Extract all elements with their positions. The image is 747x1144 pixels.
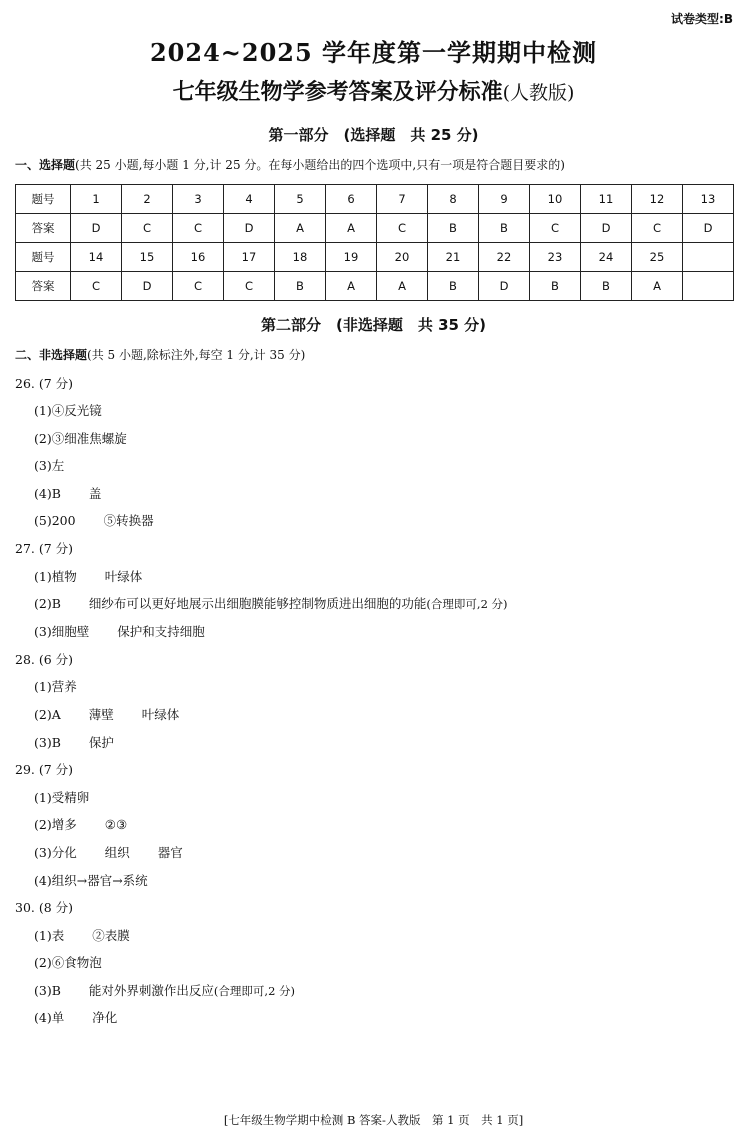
answer-cell: D xyxy=(122,272,173,301)
answer-text: ②表膜 xyxy=(92,928,130,943)
answer-text: 单 xyxy=(51,1010,65,1025)
answer-text: 组织→器官→系统 xyxy=(51,873,148,888)
row-label: 题号 xyxy=(16,185,71,214)
question-number-cell: 1 xyxy=(71,185,122,214)
row-label: 题号 xyxy=(16,243,71,272)
part1-section-title: 一、选择题 xyxy=(15,158,76,172)
answer-text: ④反光镜 xyxy=(51,403,102,418)
answer-text: 保护 xyxy=(88,735,114,750)
answer-text: 植物 xyxy=(51,569,77,584)
question-number-cell xyxy=(683,243,734,272)
document-title: 2024~2025 学年度第一学期期中检测 xyxy=(149,38,598,67)
question-number-cell: 7 xyxy=(377,185,428,214)
answer-text: 200 xyxy=(51,513,76,528)
item-label: (2) xyxy=(34,707,52,722)
question-number-cell: 9 xyxy=(479,185,530,214)
answer-cell: C xyxy=(122,214,173,243)
table-row xyxy=(16,214,734,243)
answer-line xyxy=(34,567,142,585)
answer-cell: C xyxy=(173,214,224,243)
question-number-cell: 23 xyxy=(530,243,581,272)
scoring-note: (合理即可,2 分) xyxy=(213,984,296,998)
answer-cell: A xyxy=(326,272,377,301)
answer-cell: B xyxy=(530,272,581,301)
answer-line xyxy=(34,815,127,833)
answer-text: 营养 xyxy=(51,679,77,694)
part1-heading: 第一部分 (选择题 共 25 分) xyxy=(268,126,479,144)
answer-text: B xyxy=(51,596,61,611)
answer-line xyxy=(34,401,102,419)
question-30-header: 30. (8 分) xyxy=(15,900,74,915)
answer-line xyxy=(34,926,130,944)
answer-cell: C xyxy=(632,214,683,243)
answer-cell: A xyxy=(632,272,683,301)
answer-text: B xyxy=(51,735,61,750)
item-label: (2) xyxy=(34,596,52,611)
part2-section-title: 二、非选择题 xyxy=(15,348,88,362)
item-label: (1) xyxy=(34,403,52,418)
answer-text: 细纱布可以更好地展示出细胞膜能够控制物质进出细胞的功能 xyxy=(88,596,427,611)
item-label: (1) xyxy=(34,569,52,584)
answer-text: 薄壁 xyxy=(88,707,114,722)
question-number-cell: 20 xyxy=(377,243,428,272)
answer-line xyxy=(34,456,64,474)
answer-line xyxy=(34,511,154,529)
table-row xyxy=(16,272,734,301)
answer-text: ⑥食物泡 xyxy=(51,955,102,970)
question-number-cell: 10 xyxy=(530,185,581,214)
answer-text: 叶绿体 xyxy=(104,569,143,584)
part2-section-desc: (共 5 小题,除标注外,每空 1 分,计 35 分) xyxy=(87,348,306,362)
answer-text: 净化 xyxy=(92,1010,118,1025)
item-label: (3) xyxy=(34,735,52,750)
question-number-cell: 24 xyxy=(581,243,632,272)
question-number-cell: 12 xyxy=(632,185,683,214)
answer-line xyxy=(34,843,183,861)
answer-text: ⑤转换器 xyxy=(103,513,154,528)
question-number-cell: 22 xyxy=(479,243,530,272)
question-26-header: 26. (7 分) xyxy=(15,376,74,391)
answer-cell: B xyxy=(428,214,479,243)
answer-line xyxy=(34,788,89,806)
item-label: (2) xyxy=(34,431,52,446)
answer-text: 盖 xyxy=(88,486,102,501)
answer-text: A xyxy=(51,707,61,722)
item-label: (5) xyxy=(34,513,52,528)
question-number-cell: 25 xyxy=(632,243,683,272)
answer-text: 受精卵 xyxy=(51,790,90,805)
scoring-note: (合理即可,2 分) xyxy=(426,597,508,611)
item-label: (2) xyxy=(34,955,52,970)
answer-text: 能对外界刺激作出反应 xyxy=(88,983,214,998)
answer-text: 表 xyxy=(51,928,65,943)
part2-heading: 第二部分 (非选择题 共 35 分) xyxy=(260,316,487,334)
question-number-cell: 6 xyxy=(326,185,377,214)
answer-text: B xyxy=(51,486,61,501)
answer-cell: C xyxy=(71,272,122,301)
answer-cell: B xyxy=(581,272,632,301)
item-label: (3) xyxy=(34,624,52,639)
answer-text: 叶绿体 xyxy=(141,707,180,722)
item-label: (3) xyxy=(34,845,52,860)
answer-cell: D xyxy=(683,214,734,243)
answer-cell: D xyxy=(479,272,530,301)
question-number-cell: 16 xyxy=(173,243,224,272)
answer-cell: D xyxy=(71,214,122,243)
question-29-header: 29. (7 分) xyxy=(15,762,74,777)
answer-cell: A xyxy=(326,214,377,243)
answer-table xyxy=(15,184,734,301)
item-label: (3) xyxy=(34,983,52,998)
answer-cell xyxy=(683,272,734,301)
answer-text: 增多 xyxy=(51,817,77,832)
question-number-cell: 4 xyxy=(224,185,275,214)
answer-cell: C xyxy=(224,272,275,301)
answer-line xyxy=(34,622,205,640)
question-number-cell: 5 xyxy=(275,185,326,214)
answer-line xyxy=(34,871,148,889)
item-label: (4) xyxy=(34,486,52,501)
question-28-header: 28. (6 分) xyxy=(15,652,74,667)
answer-text: ②③ xyxy=(104,817,128,832)
question-number-cell: 18 xyxy=(275,243,326,272)
answer-text: 器官 xyxy=(157,845,183,860)
page-footer: [七年级生物学期中检测 B 答案-人教版 第 1 页 共 1 页] xyxy=(223,1113,524,1127)
answer-cell: B xyxy=(275,272,326,301)
answer-cell: B xyxy=(479,214,530,243)
answer-line xyxy=(34,429,127,447)
part1-section-header xyxy=(15,156,565,173)
question-number-cell: 19 xyxy=(326,243,377,272)
answer-line xyxy=(34,981,295,999)
question-number-cell: 3 xyxy=(173,185,224,214)
answer-text: B xyxy=(51,983,61,998)
answer-line xyxy=(34,705,179,723)
row-label: 答案 xyxy=(16,214,71,243)
answer-line xyxy=(34,594,508,612)
item-label: (4) xyxy=(34,873,52,888)
answer-line xyxy=(34,733,114,751)
part1-section-desc: (共 25 小题,每小题 1 分,计 25 分。在每小题给出的四个选项中,只有一项是符合题目要求的) xyxy=(75,158,565,172)
answer-text: 分化 xyxy=(51,845,77,860)
question-number-cell: 11 xyxy=(581,185,632,214)
answer-cell: C xyxy=(173,272,224,301)
answer-cell: C xyxy=(530,214,581,243)
answer-cell: D xyxy=(581,214,632,243)
answer-cell: B xyxy=(428,272,479,301)
answer-line xyxy=(34,484,101,502)
question-27-header: 27. (7 分) xyxy=(15,541,74,556)
item-label: (3) xyxy=(34,458,52,473)
row-label: 答案 xyxy=(16,272,71,301)
answer-line xyxy=(34,1008,117,1026)
item-label: (4) xyxy=(34,1010,52,1025)
answer-line xyxy=(34,677,77,695)
item-label: (1) xyxy=(34,679,52,694)
answer-text: ③细准焦螺旋 xyxy=(51,431,127,446)
question-number-cell: 13 xyxy=(683,185,734,214)
paper-type-label: 试卷类型:B xyxy=(671,12,733,26)
answer-cell: D xyxy=(224,214,275,243)
question-number-cell: 8 xyxy=(428,185,479,214)
answer-text: 组织 xyxy=(104,845,130,860)
answer-line xyxy=(34,953,102,971)
question-number-cell: 14 xyxy=(71,243,122,272)
question-number-cell: 21 xyxy=(428,243,479,272)
answer-cell: A xyxy=(275,214,326,243)
answer-text: 左 xyxy=(51,458,65,473)
answer-cell: A xyxy=(377,272,428,301)
edition-label: (人教版) xyxy=(502,82,575,104)
answer-text: 细胞壁 xyxy=(51,624,90,639)
part2-section-header xyxy=(15,346,305,363)
table-row xyxy=(16,185,734,214)
item-label: (1) xyxy=(34,790,52,805)
table-row xyxy=(16,243,734,272)
question-number-cell: 17 xyxy=(224,243,275,272)
document-subtitle xyxy=(0,75,747,106)
item-label: (1) xyxy=(34,928,52,943)
item-label: (2) xyxy=(34,817,52,832)
question-number-cell: 2 xyxy=(122,185,173,214)
subtitle-text: 七年级生物学参考答案及评分标准 xyxy=(172,80,503,105)
answer-cell: C xyxy=(377,214,428,243)
question-number-cell: 15 xyxy=(122,243,173,272)
answer-text: 保护和支持细胞 xyxy=(117,624,205,639)
